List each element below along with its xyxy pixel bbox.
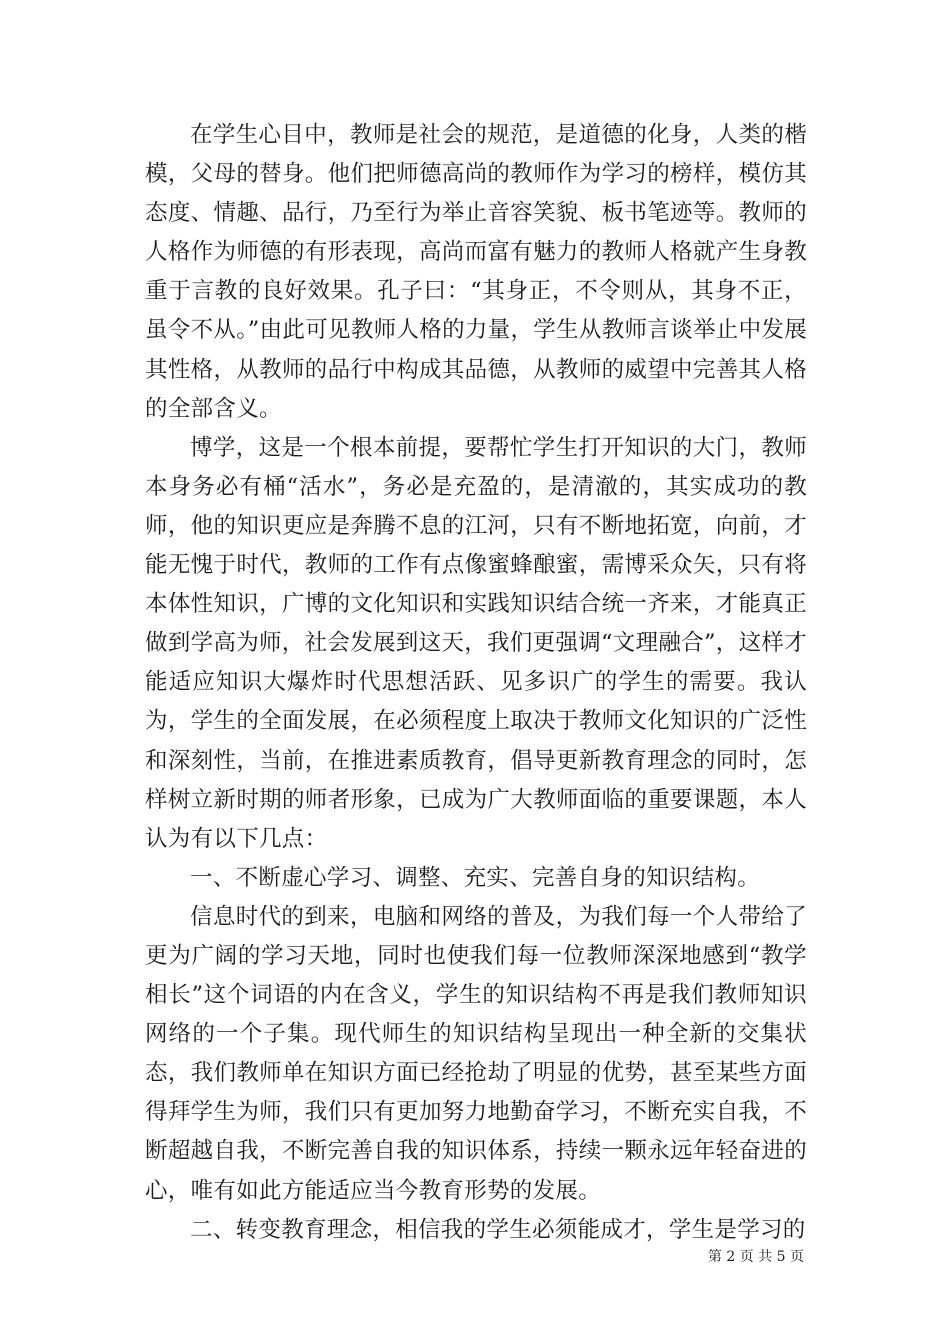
page-number-footer: 第 2 页 共 5 页 [707,1249,804,1265]
paragraph-point-one-heading: 一、不断虚心学习、调整、充实、完善自身的知识结构。 [190,864,761,891]
paragraph-erudition: 博学，这是一个根本前提，要帮忙学生打开知识的大门，教师本身务必有桶“活水”，务必是充盈的，是清澈的，其实成功的教师，他的知识更应是奔腾不息的江河，只有不断地拓宽，向前，才能无愧于时代，教师的工作有点像蜜蜂酿蜜，需博采众矢，只有将本体性知识，广博的文化知识和实践知识结合统一齐来，才能真正做到学高为师，社会发展到这天，我们更强调“文理融合”，这样才能适应知识大爆炸时代思想活跃、见多识广的学生的需要。我认为，学生的全面发展，在必须程度上取决于教师文化知识的广泛性和深刻性，当前，在推进素质教育，倡导更新教育理念的同时，怎样树立新时期的师者形象，已成为广大教师面临的重要课题，本人认为有以下几点： [145,434,808,852]
paragraph-point-two-heading: 二、转变教育理念，相信我的学生必须能成才，学生是学习的 [190,1216,806,1243]
paragraph-teacher-role-model: 在学生心目中，教师是社会的规范，是道德的化身，人类的楷模，父母的替身。他们把师德高尚的教师作为学习的榜样，模仿其态度、情趣、品行，乃至行为举止音容笑貌、板书笔迹等。教师的人格作为师德的有形表现，高尚而富有魅力的教师人格就产生身教重于言教的良好效果。孔子曰：“其身正，不令则从，其身不正，虽令不从。”由此可见教师人格的力量，学生从教师言谈举止中发展其性格，从教师的品行中构成其品德，从教师的威望中完善其人格的全部含义。 [145,122,807,422]
paragraph-information-age: 信息时代的到来，电脑和网络的普及，为我们每一个人带给了更为广阔的学习天地，同时也使我们每一位教师深深地感到“教学相长”这个词语的内在含义，学生的知识结构不再是我们教师知识网络的一个子集。现代师生的知识结构呈现出一种全新的交集状态，我们教师单在知识方面已经抢劫了明显的优势，甚至某些方面得拜学生为师，我们只有更加努力地勤奋学习，不断充实自我，不断超越自我，不断完善自我的知识体系，持续一颗永远年轻奋进的心，唯有如此方能适应当今教育形势的发展。 [145,903,807,1204]
body-text [145,116,807,1250]
